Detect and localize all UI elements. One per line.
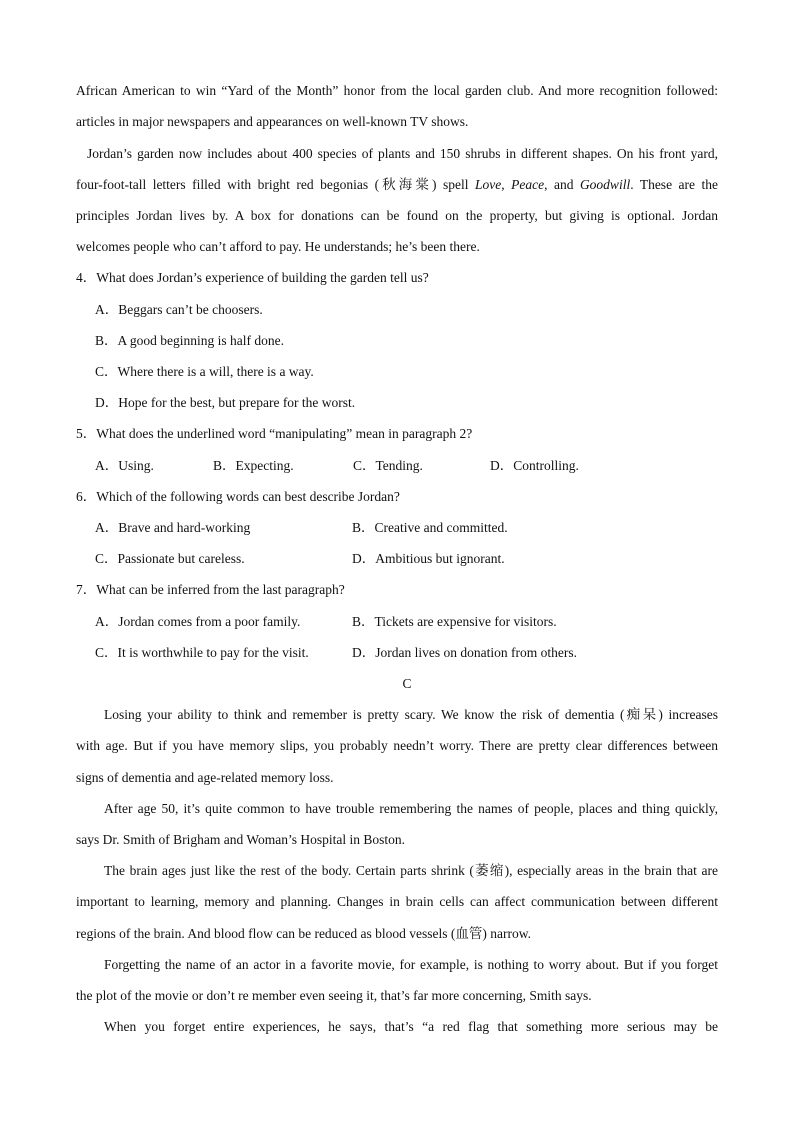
question-7-option-d[interactable]: D．Jordan lives on donation from others.	[352, 645, 577, 660]
question-4-option-d[interactable]: D．Hope for the best, but prepare for the worst.	[95, 395, 356, 410]
passage-c-p1-line-3: signs of dementia and age-related memory loss.	[76, 770, 334, 785]
question-4-option-c[interactable]: C．Where there is a will, there is a way.	[95, 364, 314, 379]
passage-c-p1-line-1: Losing your ability to think and remember is pretty scary. We know the risk of dementia (痴呆) increases	[104, 707, 718, 722]
word-goodwill: Goodwill	[579, 177, 631, 192]
passage-c-p3-line-1: The brain ages just like the rest of the body. Certain parts shrink (萎缩), especially areas in the brain that are	[104, 863, 718, 878]
question-6-option-a[interactable]: A．Brave and hard-working	[95, 520, 251, 535]
passage-b-p2-line-3: principles Jordan lives by. A box for donations can be found on the property, but giving is optional. Jordan	[76, 208, 718, 223]
passage-c-p5-line-1: When you forget entire experiences, he says, that’s “a red flag that something more serious may be	[104, 1019, 718, 1034]
question-5-stem: 5．What does the underlined word “manipulating” mean in paragraph 2?	[76, 426, 473, 441]
passage-c-p4-line-2: the plot of the movie or don’t re member even seeing it, that’s far more concerning, Smith says.	[76, 988, 592, 1003]
question-4-option-a[interactable]: A．Beggars can’t be choosers.	[95, 302, 263, 317]
passage-c-p2-line-2: says Dr. Smith of Brigham and Woman’s Hospital in Boston.	[76, 832, 406, 847]
question-7-option-c[interactable]: C．It is worthwhile to pay for the visit.	[95, 645, 309, 660]
passage-c-p2-line-1: After age 50, it’s quite common to have trouble remembering the names of people, places and thing quickly,	[104, 801, 718, 816]
passage-b-line-1: African American to win “Yard of the Month” honor from the local garden club. And more recognition followed:	[76, 83, 718, 98]
word-love: Love	[474, 177, 502, 192]
section-heading-c: C	[402, 676, 412, 691]
question-6-option-b[interactable]: B．Creative and committed.	[352, 520, 508, 535]
question-6-option-d[interactable]: D．Ambitious but ignorant.	[352, 551, 505, 566]
passage-b-p2-line-2	[76, 176, 718, 194]
text-run: four-foot-tall letters filled with bright red begonias (秋海棠) spell	[76, 177, 475, 192]
question-7-option-b[interactable]: B．Tickets are expensive for visitors.	[352, 614, 557, 629]
question-4-stem: 4．What does Jordan’s experience of building the garden tell us?	[76, 270, 429, 285]
passage-c-p1-line-2: with age. But if you have memory slips, you probably needn’t worry. There are pretty clear differences between	[76, 738, 718, 753]
passage-b-line-2: articles in major newspapers and appearances on well-known TV shows.	[76, 114, 469, 129]
question-6-stem: 6．Which of the following words can best describe Jordan?	[76, 489, 400, 504]
passage-b-p2-line-1: Jordan’s garden now includes about 400 species of plants and 150 shrubs in different shapes. On his front yard,	[87, 146, 718, 161]
word-peace: Peace	[511, 177, 545, 192]
text-run: , and	[544, 177, 580, 192]
passage-c-p4-line-1: Forgetting the name of an actor in a favorite movie, for example, is nothing to worry about. But if you forget	[104, 957, 718, 972]
text-run: . These are the	[630, 177, 718, 192]
question-7-option-a[interactable]: A．Jordan comes from a poor family.	[95, 614, 301, 629]
passage-b-p2-line-4: welcomes people who can’t afford to pay. He understands; he’s been there.	[76, 239, 480, 254]
question-5-option-a[interactable]: A．Using.	[95, 458, 154, 473]
question-5-option-b[interactable]: B．Expecting.	[213, 458, 294, 473]
passage-c-p3-line-2: important to learning, memory and planning. Changes in brain cells can affect communication between different	[76, 894, 718, 909]
question-5-option-d[interactable]: D．Controlling.	[490, 458, 579, 473]
passage-c-p3-line-3: regions of the brain. And blood flow can be reduced as blood vessels (血管) narrow.	[76, 926, 532, 941]
question-6-option-c[interactable]: C．Passionate but careless.	[95, 551, 245, 566]
text-run: ,	[501, 177, 512, 192]
question-7-stem: 7．What can be inferred from the last paragraph?	[76, 582, 345, 597]
question-5-option-c[interactable]: C．Tending.	[353, 458, 423, 473]
question-4-option-b[interactable]: B．A good beginning is half done.	[95, 333, 284, 348]
